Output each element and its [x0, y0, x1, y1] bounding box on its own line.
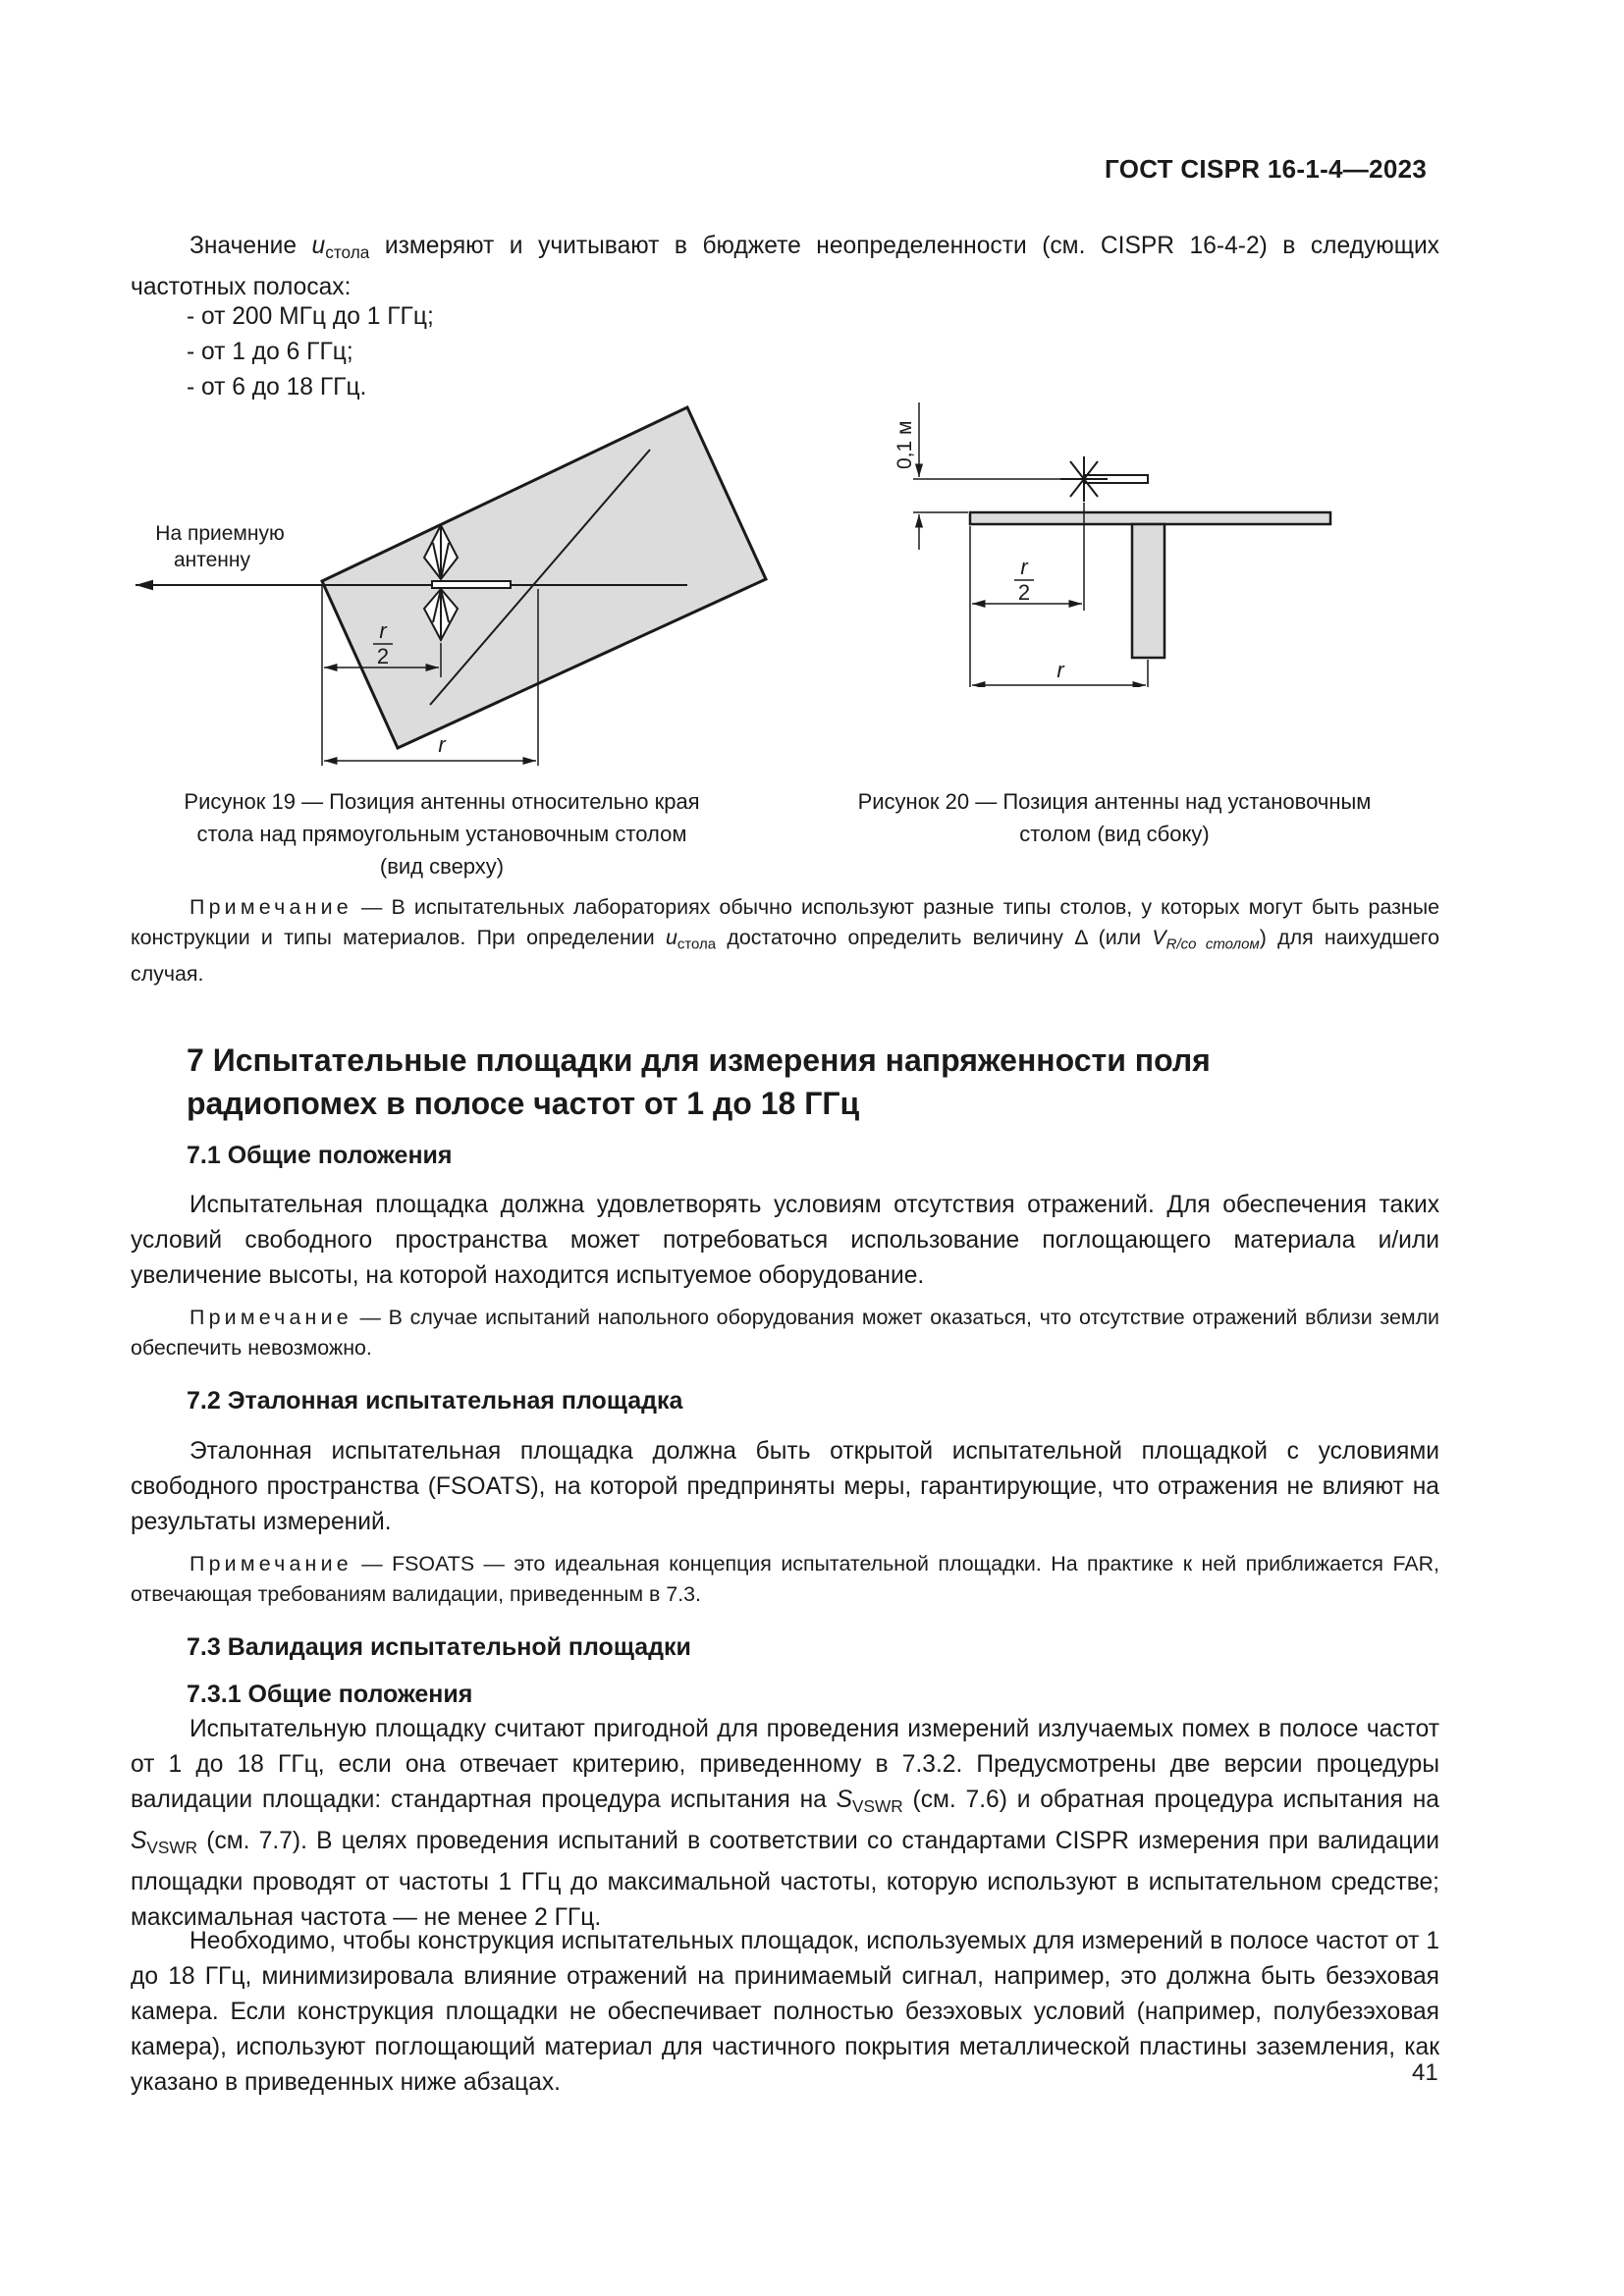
to-receiving-label-1: На приемную — [155, 522, 285, 545]
section-7-3-1-paragraph-1: Испытательную площадку считают пригодной для проведения измерений излучаемых помех в полосе частот от 1 до 18 ГГц, если она отвечает критерию, приведенному в 7.3.2. Предусмотрены две версии процедуры валидации площадки: стандартная процедура испытания на $S_{VSWR}$ (см. 7.6) и обратная процедура испытания на $S_{VSWR}$ (см. 7.7). В целях проведения испытаний в соответствии со стандартами CISPR измерения при валидации площадки проводят от частоты 1 ГГц до максимальной частоты, которую используют в испытательном средстве; максимальная частота — не менее 2 ГГц. — [131, 1716, 1439, 1932]
section-7-2-note: Примечание — FSOATS — это идеальная концепция испытательной площадки. На практике к ней приближается FAR, отвечающая требованиям валидации, приведенным в 7.3. — [131, 1552, 1439, 1606]
figure-19-diagram — [118, 398, 805, 790]
section-7-title: 7 Испытательные площадки для измерения напряженности поля радиопомех в полосе частот от 1 до 18 ГГц — [187, 1042, 1211, 1121]
document-header: ГОСТ CISPR 16-1-4—2023 — [1105, 154, 1428, 184]
figure-20-caption: Рисунок 20 — Позиция антенны над установочным столом (вид сбоку) — [857, 789, 1372, 846]
band-item: - от 200 МГц до 1 ГГц; — [187, 303, 434, 330]
section-7-3-1-paragraph-2: Необходимо, чтобы конструкция испытательных площадок, используемых для измерений в полосе частот от 1 до 18 ГГц, минимизировала влияние отражений на принимаемый сигнал, например, это должна быть безэховая камера. Если конструкция площадки не обеспечивает полностью безэховых условий (например, полубезэховая камера), используют поглощающий материал для частичного покрытия металлической пластины заземления, как указано в приведенных ниже абзацах. — [131, 1928, 1439, 2096]
antenna-dipole — [432, 581, 511, 588]
r-half-den: 2 — [376, 644, 390, 668]
r-label: r — [438, 732, 446, 757]
r-half-den: 2 — [1017, 580, 1031, 605]
table-top — [970, 512, 1330, 524]
note-tables: Примечание — В испытательных лабораториях обычно используют разные типы столов, у которых могут быть разные конструкции и типы материалов. При определении $u_{стола}$ достаточно определить величину Δ (или $V_{R/со столом}$) для наихудшего случая. — [131, 895, 1440, 987]
page-number: 41 — [1412, 2059, 1438, 2086]
section-7-3-1-title: 7.3.1 Общие положения — [187, 1681, 473, 1708]
to-receiving-label-2: антенну — [173, 549, 251, 571]
band-item: - от 6 до 18 ГГц. — [187, 374, 367, 400]
intro-paragraph: Значение $u_{стола}$ измеряют и учитывают в бюджете неопределенности (см. CISPR 16-4-2) в следующих частотных полосах: — [131, 233, 1439, 301]
u-symbol: u — [311, 233, 326, 259]
antenna-star-icon — [1060, 456, 1108, 502]
figure-20-diagram — [874, 393, 1345, 687]
section-7-1-note: Примечание — В случае испытаний напольного оборудования может оказаться, что отсутствие отражений вблизи земли обеспечить невозможно. — [131, 1306, 1439, 1360]
rotated-table — [322, 407, 766, 748]
table-leg — [1132, 524, 1164, 658]
section-7-1-title: 7.1 Общие положения — [187, 1142, 453, 1169]
band-item: - от 1 до 6 ГГц; — [187, 339, 353, 365]
section-7-3-title: 7.3 Валидация испытательной площадки — [187, 1633, 691, 1661]
r-half-num: r — [379, 618, 387, 643]
r-label: r — [1056, 658, 1064, 682]
section-7-1-paragraph: Испытательная площадка должна удовлетворять условиям отсутствия отражений. Для обеспечения таких условий свободного пространства может потребоваться использование поглощающего материала и/или увеличение высоты, на которой находится испытуемое оборудование. — [131, 1192, 1439, 1289]
u-subscript: стола — [325, 242, 370, 263]
r-half-num: r — [1020, 555, 1028, 579]
section-7-2-paragraph: Эталонная испытательная площадка должна быть открытой испытательной площадкой с условиями свободного пространства (FSOATS), на которой предприняты меры, гарантирующие, что отражения не влияют на результаты измерений. — [131, 1438, 1439, 1535]
figure-19-caption: Рисунок 19 — Позиция антенны относительно края стола над прямоугольным установочным столом (вид сверху) — [184, 789, 700, 879]
height-label: 0,1 м — [893, 420, 916, 469]
section-7-2-title: 7.2 Эталонная испытательная площадка — [187, 1387, 683, 1415]
